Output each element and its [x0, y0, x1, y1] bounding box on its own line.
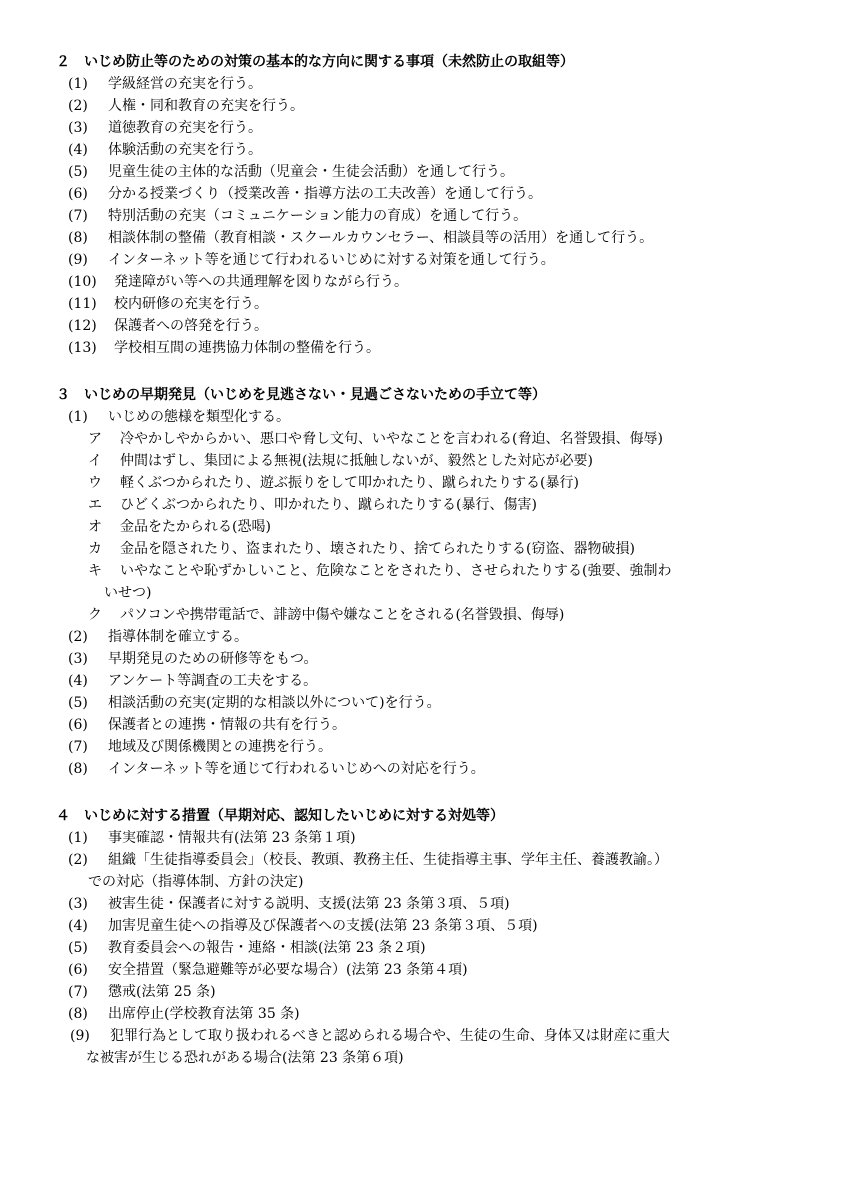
type-item: ウ 軽くぶつかられたり、遊ぶ振りをして叩かれたり、蹴られたりする(暴行): [88, 475, 579, 491]
list-item: (8) インターネット等を通じて行われるいじめへの対応を行う。: [68, 761, 485, 777]
section2-heading: ２ いじめ防止等のための対策の基本的な方向に関する事項（未然防止の取組等）: [56, 54, 574, 70]
list-item: (3) 被害生徒・保護者に対する説明、支援(法第 23 条第３項、５項): [68, 896, 510, 912]
list-item: (5) 教育委員会への報告・連絡・相談(法第 23 条２項): [68, 940, 426, 956]
list-item: (11) 校内研修の充実を行う。: [68, 296, 268, 312]
type-item: カ 金品を隠されたり、盗まれたり、壊されたり、捨てられたりする(窃盗、器物破損): [88, 541, 635, 557]
list-item: (7) 特別活動の充実（コミュニケーション能力の育成）を通して行う。: [68, 208, 528, 224]
list-item: (6) 分かる授業づくり（授業改善・指導方法の工夫改善）を通して行う。: [68, 186, 542, 202]
list-item: (8) 出席停止(学校教育法第 35 条): [68, 1006, 300, 1022]
list-item: (9) 犯罪行為として取り扱われるべきと認められる場合や、生徒の生命、身体又は財産に重大: [70, 1028, 670, 1044]
type-item: ア 冷やかしやからかい、悪口や脅し文句、いやなことを言われる(脅迫、名誉毀損、侮辱): [88, 431, 663, 447]
list-item: (8) 相談体制の整備（教育相談・スクールカウンセラー、相談員等の活用）を通して行う。: [68, 230, 654, 246]
list-item: (4) 体験活動の充実を行う。: [68, 142, 262, 158]
list-item: (9) インターネット等を通じて行われるいじめに対する対策を通して行う。: [68, 252, 555, 268]
list-item: (3) 早期発見のための研修等をもつ。: [68, 651, 318, 667]
list-item: (4) 加害児童生徒への指導及び保護者への支援(法第 23 条第３項、５項): [68, 918, 538, 934]
list-item: (2) 組織「生徒指導委員会」（校長、教頭、教務主任、生徒指導主事、学年主任、養護教諭。）: [68, 852, 668, 868]
list-item: (6) 安全措置（緊急避難等が必要な場合）(法第 23 条第４項): [68, 962, 468, 978]
type-item: オ 金品をたかられる(恐喝): [88, 519, 271, 535]
list-item: (2) 人権・同和教育の充実を行う。: [68, 98, 304, 114]
list-item: (12) 保護者への啓発を行う。: [68, 318, 268, 334]
list-item: (13) 学校相互間の連携協力体制の整備を行う。: [68, 340, 380, 356]
type-item: ク パソコンや携帯電話で、誹謗中傷や嫌なことをされる(名誉毀損、侮辱): [88, 607, 565, 623]
type-item: エ ひどくぶつかられたり、叩かれたり、蹴られたりする(暴行、傷害): [88, 497, 537, 513]
list-item: (2) 指導体制を確立する。: [68, 629, 248, 645]
list-item: (3) 道徳教育の充実を行う。: [68, 120, 262, 136]
list-item: (1) 事実確認・情報共有(法第 23 条第１項): [68, 830, 356, 846]
section3-heading: ３ いじめの早期発見（いじめを見逃さない・見過ごさないための手立て等）: [56, 387, 546, 403]
list-item: (1) いじめの態様を類型化する。: [68, 409, 290, 425]
list-item: (4) アンケート等調査の工夫をする。: [68, 673, 318, 689]
type-item: キ いやなことや恥ずかしいこと、危険なことをされたり、させられたりする(強要、強制わ: [88, 563, 672, 579]
list-item: (5) 児童生徒の主体的な活動（児童会・生徒会活動）を通して行う。: [68, 164, 514, 180]
list-item: (7) 懲戒(法第 25 条): [68, 984, 216, 1000]
list-item: (10) 発達障がい等への共通理解を図りながら行う。: [68, 274, 408, 290]
type-item: イ 仲間はずし、集団による無視(法規に抵触しないが、毅然とした対応が必要): [88, 453, 593, 469]
list-item-continuation: での対応（指導体制、方針の決定): [88, 874, 304, 890]
list-item: (5) 相談活動の充実(定期的な相談以外について)を行う。: [68, 695, 441, 711]
list-item-continuation: な被害が生じる恐れがある場合(法第 23 条第６項): [86, 1050, 404, 1066]
section4-heading: ４ いじめに対する措置（早期対応、認知したいじめに対する対処等）: [56, 808, 504, 824]
type-item-continuation: いせつ): [104, 585, 152, 601]
list-item: (7) 地域及び関係機関との連携を行う。: [68, 739, 332, 755]
list-item: (6) 保護者との連携・情報の共有を行う。: [68, 717, 346, 733]
list-item: (1) 学級経営の充実を行う。: [68, 76, 262, 92]
